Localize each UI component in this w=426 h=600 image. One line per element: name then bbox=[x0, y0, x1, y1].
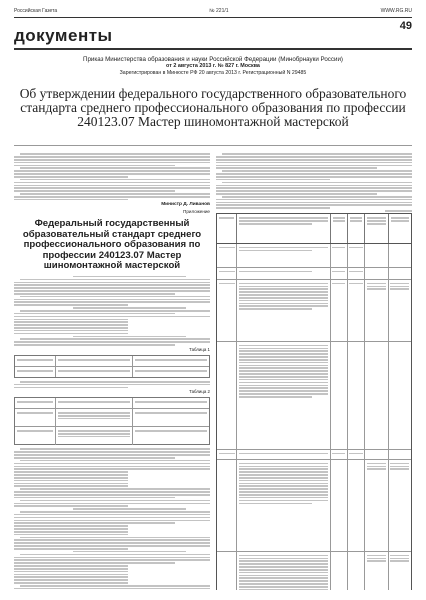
table-row bbox=[217, 244, 411, 268]
masthead bbox=[14, 7, 412, 15]
signature: Министр Д. Ливанов bbox=[161, 202, 210, 208]
table-3-label bbox=[216, 210, 412, 212]
section-title: документы bbox=[14, 26, 113, 45]
order-issuer: Приказ Министерства образования и науки Российской Федерации (Минобрнауки России) bbox=[83, 56, 343, 63]
order-date-number: от 2 августа 2013 г. № 827 г. Москва bbox=[166, 63, 260, 70]
right-intro-text bbox=[216, 153, 412, 209]
table-2-label: Таблица 2 bbox=[189, 389, 210, 395]
body-text-1 bbox=[14, 276, 210, 346]
order-registration: Зарегистрирован в Минюсте РФ 20 августа 2013 г. Регистрационный N 29485 bbox=[119, 70, 307, 77]
page-number: 49 bbox=[399, 20, 412, 32]
appendix-label: Приложение bbox=[183, 209, 210, 215]
table-row bbox=[217, 460, 411, 552]
table-header-row bbox=[217, 214, 411, 244]
table-2 bbox=[14, 397, 210, 445]
preamble-text bbox=[14, 153, 210, 200]
headline-rule bbox=[14, 145, 412, 146]
body-text-3 bbox=[14, 448, 210, 590]
table-row bbox=[217, 342, 411, 450]
table-row bbox=[217, 450, 411, 460]
table-row bbox=[217, 280, 411, 342]
publication-name: Российская Газета bbox=[14, 8, 58, 14]
article-columns bbox=[14, 152, 412, 590]
section-header bbox=[14, 20, 412, 46]
body-text-2 bbox=[14, 381, 210, 388]
masthead-rule bbox=[14, 17, 412, 18]
table-row bbox=[217, 552, 411, 590]
order-header bbox=[14, 56, 412, 77]
standard-title: Федеральный государственный образовательный стандарт среднего профессионального образования по профессии 240123.07 Мастер шиномонтажной мастерской bbox=[22, 218, 202, 272]
table-1 bbox=[14, 355, 210, 378]
site-url[interactable]: WWW.RG.RU bbox=[380, 8, 412, 14]
right-column bbox=[216, 152, 412, 590]
table-row bbox=[217, 268, 411, 280]
table-1-label: Таблица 1 bbox=[189, 346, 210, 352]
program-structure-table bbox=[216, 213, 412, 590]
left-column bbox=[14, 152, 210, 590]
section-rule bbox=[14, 48, 412, 50]
order-headline: Об утверждении федерального государственного образовательного стандарта среднего профессионального образования по профессии 240123.07 Мастер шиномонтажной мастерской bbox=[19, 86, 407, 129]
issue-number: № 221/1 bbox=[209, 8, 229, 14]
